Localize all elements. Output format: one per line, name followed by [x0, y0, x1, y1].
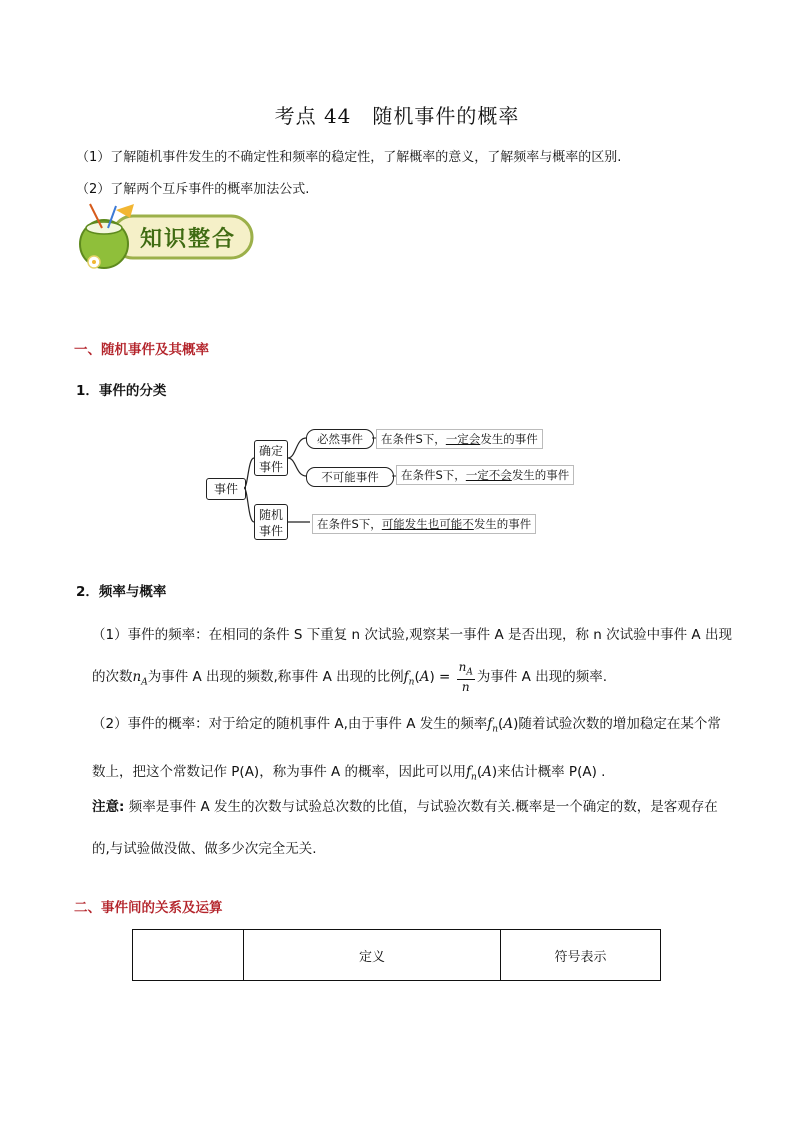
probability-freq-symbol-2: $f_n$ [466, 763, 477, 783]
certain-desc-suffix: 发生的事件 [480, 432, 538, 446]
diagram-root: 事件 [206, 478, 246, 500]
requirement-2: （2）了解两个互斥事件的概率加法公式. [76, 182, 310, 197]
frequency-count-symbol: $n_A$ [132, 669, 148, 688]
note-text: 频率是事件 A 发生的次数与试验总次数的比值，与试验次数有关.概率是一个确定的数，是客观存在的,与试验做没做、做多少次完全无关. [92, 799, 718, 857]
probability-text-1: （2）事件的概率：对于给定的随机事件 A,由于事件 A 发生的频率 [92, 716, 488, 732]
event-classification-diagram [200, 418, 600, 552]
diagram-random-branch: 随机事件 [254, 504, 288, 540]
page-title: 考点 44 随机事件的概率 [274, 104, 520, 128]
requirement-1: （1）了解随机事件发生的不确定性和频率的稳定性，了解概率的意义，了解频率与概率的区别. [76, 150, 622, 165]
subsection-1-heading: 1．事件的分类 [76, 383, 167, 399]
diagram-impossible-desc [396, 465, 574, 485]
random-desc-key: 可能发生也可能不 [381, 517, 474, 531]
probability-text-2: 随着试验次数的增加稳定在某个常数上，把这个常数记作 P(A)，称为事件 A 的概率，因此可以用 [92, 716, 721, 780]
diagram-impossible-event: 不可能事件 [306, 467, 394, 487]
impossible-desc-suffix: 发生的事件 [511, 468, 570, 482]
section-2-heading: 二、事件间的关系及运算 [74, 900, 223, 916]
diagram-certain-event: 必然事件 [306, 429, 374, 449]
diagram-certain-branch: 确定事件 [254, 440, 288, 476]
impossible-desc-prefix: 在条件S下， [401, 468, 466, 482]
frequency-fraction: $\frac{n_A}{n}$ [458, 659, 473, 695]
frequency-text-2: 为事件 A 出现的频数,称事件 A 出现的比例 [147, 669, 404, 685]
diagram-certain-desc [376, 429, 543, 449]
table-header-row [133, 930, 661, 981]
frequency-text-3: 为事件 A 出现的频率. [476, 669, 607, 685]
knowledge-banner [72, 200, 256, 272]
certain-desc-prefix: 在条件S下， [381, 432, 446, 446]
certain-desc-key: 一定会 [445, 432, 481, 446]
probability-text-3: 来估计概率 P(A) . [497, 763, 606, 780]
table-header-blank [133, 930, 244, 981]
note-label: 注意: [92, 799, 125, 815]
diagram-random-desc [312, 514, 536, 534]
random-desc-prefix: 在条件S下， [317, 517, 382, 531]
relations-table [132, 929, 661, 981]
table-header-notation: 符号表示 [501, 930, 661, 981]
table-header-definition: 定义 [244, 930, 501, 981]
frequency-paragraph: （1）事件的频率：在相同的条件 S 下重复 n 次试验,观察某一事件 A 是否出现，称 n 次试验中事件 A 出现的次数$n_A$为事件 A 出现的频数,称事件 A 出现的比例$f_n(A)$ = $\frac{n_A}{n}$ 为事件 A 出现的频率. [92, 627, 732, 695]
frequency-text-1: （1）事件的频率：在相同的条件 S 下重复 n 次试验,观察某一事件 A 是否出现，称 n 次试验中事件 A 出现的次数 [92, 627, 732, 685]
probability-freq-symbol-1: $f_n$ [487, 716, 499, 735]
banner-text: 知识整合 [140, 227, 237, 252]
frequency-function-symbol: $f_n$ [403, 669, 415, 688]
probability-paragraph: （2）事件的概率：对于给定的随机事件 A,由于事件 A 发生的频率$f_n(A)$随着试验次数的增加稳定在某个常数上，把这个常数记作 P(A)，称为事件 A 的概率，因此可以用$f_n(A)$来估计概率 P(A) . [92, 716, 721, 783]
impossible-desc-key: 一定不会 [465, 468, 512, 482]
subsection-2-heading: 2．频率与概率 [76, 584, 167, 600]
section-1-heading: 一、随机事件及其概率 [74, 342, 209, 358]
note-paragraph [92, 786, 732, 870]
random-desc-suffix: 发生的事件 [473, 517, 532, 531]
